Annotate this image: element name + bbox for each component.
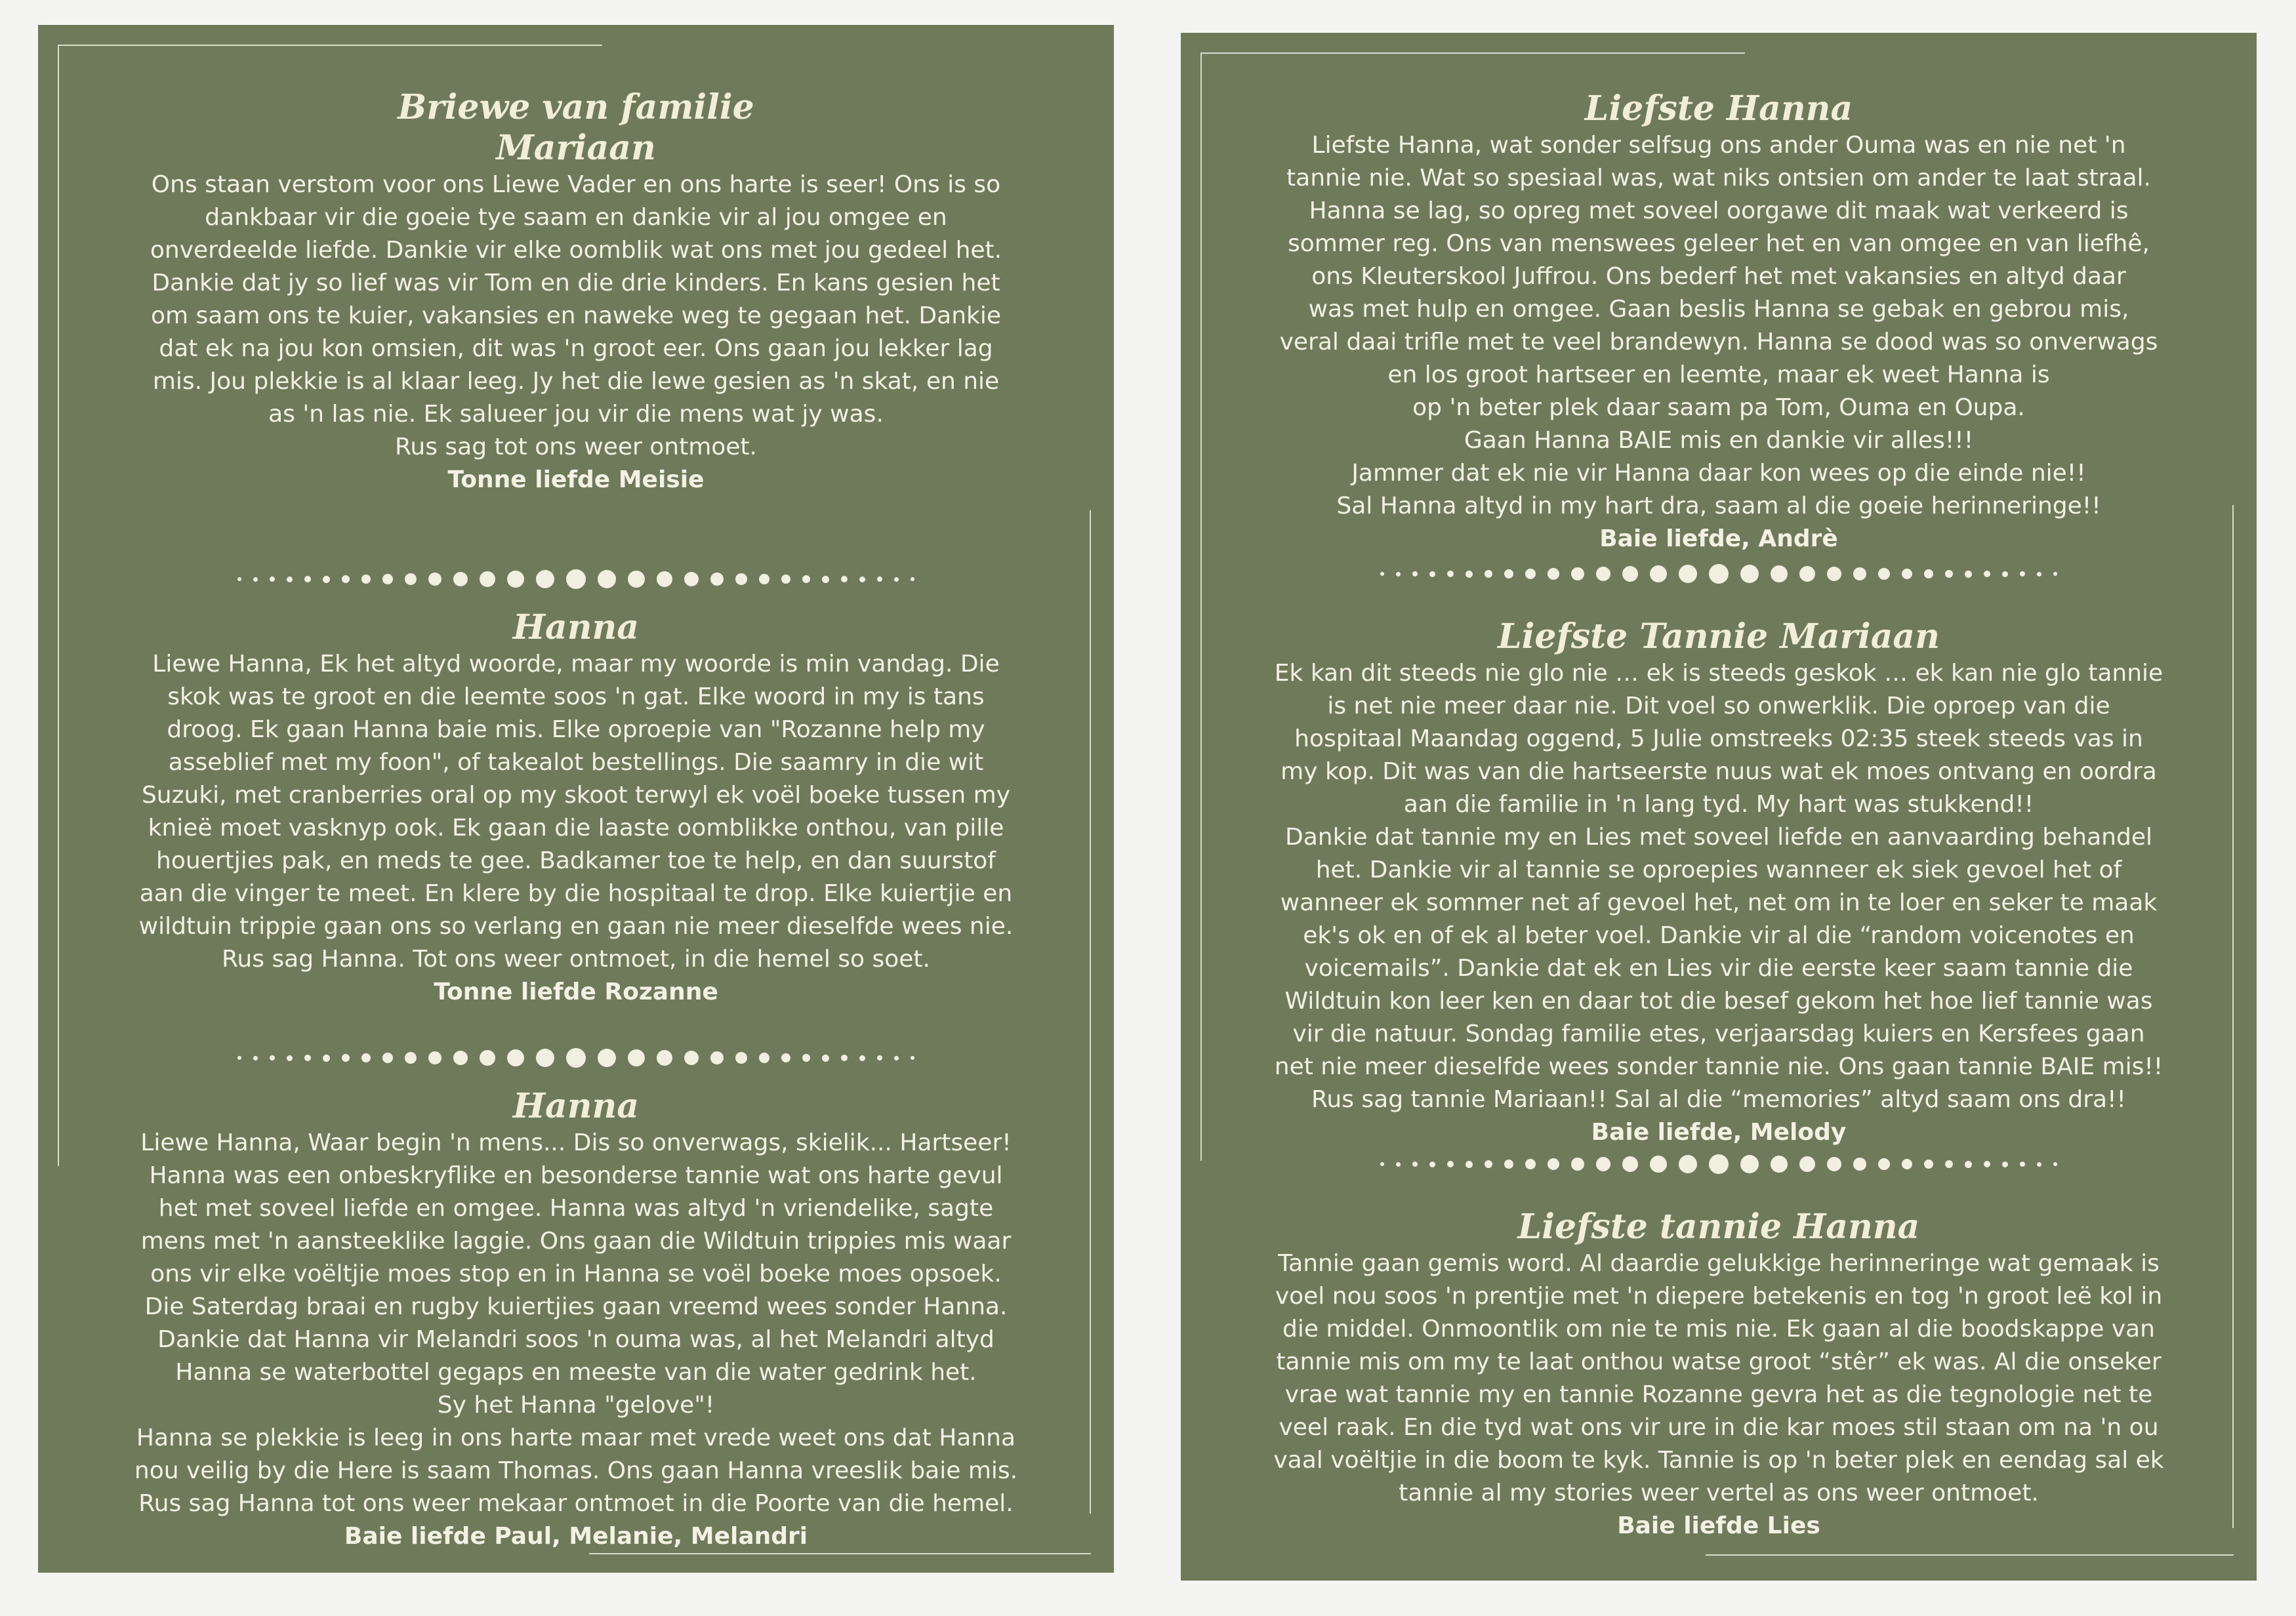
divider-dot [1504, 569, 1513, 578]
divider-dot [628, 571, 645, 588]
divider-dot [1650, 1156, 1667, 1173]
divider-dot [1525, 1159, 1536, 1169]
section-title: Briewe van familie [398, 87, 754, 127]
divider-dot [598, 1049, 616, 1067]
divider-dot [781, 575, 790, 584]
divider-dot [323, 576, 330, 583]
dot-divider [1253, 561, 2184, 587]
divider-dot [507, 571, 524, 588]
divider-dot [1396, 572, 1401, 576]
divider-dot [877, 576, 882, 582]
divider-dot [1571, 567, 1584, 580]
divider-dot [841, 1055, 848, 1061]
divider-dot [1412, 1162, 1418, 1167]
divider-dot [428, 573, 441, 586]
divider-dot [382, 1053, 393, 1063]
divider-dot [1548, 568, 1559, 580]
divider-dot [894, 1056, 899, 1060]
divider-dot [1380, 572, 1384, 576]
section-title: Hanna [512, 1086, 640, 1126]
divider-dot [361, 575, 371, 584]
letter-signature: Baie liefde, Andrè [1599, 525, 1838, 552]
divider-dot [323, 1055, 330, 1062]
letter-section [1253, 1207, 2184, 1543]
divider-dot [1878, 1158, 1890, 1170]
divider-dot [1622, 1156, 1638, 1172]
divider-dot [1827, 567, 1841, 581]
divider-dot [1429, 571, 1435, 577]
divider-dot [1412, 571, 1418, 576]
divider-dot [859, 1055, 865, 1061]
divider-dot [1902, 1159, 1912, 1169]
divider-dot [453, 572, 468, 586]
divider-dot [2002, 571, 2008, 577]
divider-dot [1525, 569, 1536, 579]
divider-dot [428, 1051, 441, 1064]
divider-dot [480, 571, 495, 587]
letter-signature: Tonne liefde Meisie [447, 466, 705, 493]
divider-dot [598, 570, 616, 588]
section-title: Hanna [512, 607, 640, 647]
divider-dot [342, 1054, 350, 1062]
divider-dot [536, 570, 554, 588]
divider-dot [2053, 572, 2057, 576]
divider-dot [1924, 1160, 1933, 1169]
divider-dot [237, 1056, 241, 1060]
divider-dot [1965, 571, 1972, 578]
divider-dot [361, 1053, 371, 1062]
divider-dot [566, 1048, 586, 1068]
divider-dot [507, 1049, 524, 1066]
letter-body: Ons staan verstom voor ons Liewe Vader en ons harte is seer! Ons is so dankbaar vir die goeie tye saam en dankie vir al jou omgee en onverdeelde liefde. Dankie vir elke oomblik wat ons met jou gedeel het. Dankie dat jy so lief was vir Tom en die drie kinders. En kans gesien het om saam ons te kuier, vakansies en naweke weg te gegaan het. Dankie dat ek na jou kon omsien, dit was 'n groot eer. Ons gaan jou lekker lag mis. Jou plekkie is al klaar leeg. Jy het die lewe gesien as 'n skat, en nie as 'n las nie. Ek salueer jou vir die mens wat jy was. Rus sag tot ons weer ontmoet. [150, 171, 1002, 460]
dot-divider [110, 566, 1042, 592]
letter-section [1253, 616, 2184, 1149]
divider-dot [287, 1055, 293, 1061]
divider-dot [287, 576, 293, 582]
section-title: Liefste Hanna [1584, 89, 1853, 129]
divider-dot [304, 576, 311, 582]
divider-dot [1679, 565, 1697, 583]
divider-dot [536, 1049, 554, 1067]
divider-dot [304, 1055, 311, 1061]
letter-body: Tannie gaan gemis word. Al daardie gelukkige herinneringe wat gemaak is voel nou soos 'n prentjie met 'n diepere betekenis en tog 'n groot leë kol in die middel. Onmoontlik om nie te mis nie. Ek gaan al die boodskappe van tannie mis om my te laat onthou watse groot “stêr” ek was. Al die onseker vrae wat tannie my en tannie Rozanne gevra het as die tegnologie net te veel raak. En die tyd wat ons vir ure in die kar moes stil staan om na 'n ou vaal voëltjie in die boom te kyk. Tannie is op 'n beter plek en eendag sal ek tannie al my stories weer vertel as ons weer ontmoet. [1273, 1250, 2164, 1506]
divider-dot [1799, 566, 1815, 582]
divider-dot [1650, 565, 1667, 582]
divider-dot [802, 575, 810, 583]
divider-dot [2037, 572, 2041, 576]
divider-dot [802, 1054, 810, 1062]
divider-dot [841, 576, 848, 582]
divider-dot [911, 577, 914, 581]
right-content [1253, 33, 2184, 1581]
divider-dot [1771, 565, 1788, 582]
divider-dot [894, 577, 899, 582]
divider-dot [1622, 566, 1638, 582]
divider-dot [342, 575, 350, 583]
section-subtitle: Mariaan [496, 128, 656, 168]
divider-dot [1965, 1161, 1972, 1168]
divider-dot [2020, 1162, 2025, 1167]
divider-dot [1466, 1161, 1473, 1168]
divider-dot [1709, 564, 1729, 584]
divider-dot [911, 1056, 914, 1060]
frame-line-right [1090, 510, 1091, 1514]
dot-divider [110, 1045, 1042, 1071]
divider-dot [270, 576, 275, 582]
divider-dot [1740, 1155, 1759, 1173]
divider-dot [1984, 1161, 1990, 1167]
divider-dot [1924, 569, 1933, 578]
divider-dot [1380, 1162, 1384, 1166]
divider-dot [710, 573, 724, 586]
divider-dot [1740, 565, 1759, 583]
section-title: Liefste tannie Hanna [1517, 1207, 1920, 1247]
letter-body: Liefste Hanna, wat sonder selfsug ons ander Ouma was en nie net 'n tannie nie. Wat so spesiaal was, wat niks ontsien om ander te laat straal. Hanna se lag, so opreg met soveel oorgawe dit maak wat verkeerd is sommer reg. Ons van menswees geleer het en van omgee en van liefhê, ons Kleuterskool Juffrou. Ons bederf het met vakansies en altyd daar was met hulp en omgee. Gaan beslis Hanna se gebak en gebrou mis, veral daai trifle met te veel brandewyn. Hanna se dood was so onverwags en los groot hartseer en leemte, maar ek weet Hanna is op 'n beter plek daar saam pa Tom, Ouma en Oupa. Gaan Hanna BAIE mis en dankie vir alles!!! Jammer dat ek nie vir Hanna daar kon wees op die einde nie!! Sal Hanna altyd in my hart dra, saam al die goeie herinneringe!! [1279, 132, 2158, 519]
section-title: Liefste Tannie Mariaan [1498, 616, 1940, 656]
divider-dot [735, 573, 747, 585]
divider-dot [566, 569, 586, 589]
letter-signature: Baie liefde, Melody [1591, 1119, 1847, 1146]
dot-divider [1253, 1151, 2184, 1177]
divider-dot [2037, 1162, 2041, 1167]
letter-body: Liewe Hanna, Ek het altyd woorde, maar my woorde is min vandag. Die skok was te groot en die leemte soos 'n gat. Elke woord in my is tans droog. Ek gaan Hanna baie mis. Elke oproepie van "Rozanne help my asseblief met my foon", of takealot bestellings. Die saamry in die wit Suzuki, met cranberries oral op my skoot terwyl ek voël boeke tussen my knieë moet vasknyp ook. Ek gaan die laaste oomblikke onthou, van pille houertjies pak, en meds te gee. Badkamer toe te help, en dan suurstof aan die vinger te meet. En klere by die hospitaal te drop. Elke kuiertjie en wildtuin trippie gaan ons so verlang en gaan nie meer dieselfde wees nie. Rus sag Hanna. Tot ons weer ontmoet, in die hemel so soet. [138, 651, 1014, 973]
frame-line-right [2232, 505, 2234, 1528]
divider-dot [1485, 570, 1492, 578]
frame-line-left [58, 45, 59, 1166]
divider-dot [237, 577, 241, 581]
frame-line-left [1200, 52, 1202, 1161]
divider-dot [1853, 1158, 1866, 1171]
divider-dot [1799, 1156, 1815, 1172]
divider-dot [1984, 571, 1990, 577]
divider-dot [1679, 1155, 1697, 1173]
left-content [110, 25, 1042, 1573]
divider-dot [781, 1053, 790, 1062]
divider-dot [253, 1056, 258, 1060]
divider-dot [877, 1055, 882, 1060]
divider-dot [405, 573, 417, 585]
divider-dot [1504, 1160, 1513, 1169]
divider-dot [1853, 567, 1866, 580]
divider-dot [859, 576, 865, 582]
divider-dot [1485, 1160, 1492, 1168]
divider-dot [2053, 1162, 2057, 1166]
divider-dot [822, 576, 829, 583]
divider-dot [1945, 1160, 1953, 1168]
divider-dot [735, 1052, 747, 1064]
divider-dot [253, 577, 258, 582]
letter-body: Liewe Hanna, Waar begin 'n mens... Dis so onverwags, skielik... Hartseer! Hanna was een onbeskryflike en besonderse tannie wat ons harte gevul het met soveel liefde en omgee. Hanna was altyd 'n vriendelike, sagte mens met 'n aansteeklike laggie. Ons gaan die Wildtuin trippies mis waar ons vir elke voëltjie moes stop en in Hanna se voël boeke moes opsoek. Die Saterdag braai en rugby kuiertjies gaan vreemd wees sonder Hanna. Dankie dat Hanna vir Melandri soos 'n ouma was, al het Melandri altyd Hanna se waterbottel gegaps en meeste van die water gedrink het. Sy het Hanna "gelove"! Hanna se plekkie is leeg in ons harte maar met vrede weet ons dat Hanna nou veilig by die Here is saam Thomas. Ons gaan Hanna vreeslik baie mis. Rus sag Hanna tot ons weer mekaar ontmoet in die Poorte van die hemel. [134, 1129, 1018, 1517]
letter-signature: Tonne liefde Rozanne [434, 979, 718, 1005]
divider-dot [1548, 1158, 1559, 1170]
right-page [1181, 33, 2257, 1581]
divider-dot [1571, 1158, 1584, 1171]
divider-dot [1596, 567, 1610, 581]
divider-dot [2002, 1162, 2008, 1167]
divider-dot [1902, 569, 1912, 579]
divider-dot [657, 1050, 672, 1066]
divider-dot [2020, 571, 2025, 576]
letter-section [110, 1086, 1042, 1553]
divider-dot [1827, 1157, 1841, 1171]
divider-dot [1396, 1162, 1401, 1167]
divider-dot [759, 1053, 769, 1063]
letter-section [110, 87, 1042, 496]
divider-dot [628, 1049, 645, 1066]
divider-dot [759, 574, 769, 584]
divider-dot [822, 1055, 829, 1062]
divider-dot [1945, 570, 1953, 578]
divider-dot [710, 1051, 724, 1064]
divider-dot [1466, 571, 1473, 578]
divider-dot [1447, 571, 1454, 577]
divider-dot [657, 571, 672, 587]
left-page [38, 25, 1114, 1573]
letter-signature: Baie liefde Paul, Melanie, Melandri [344, 1523, 808, 1550]
divider-dot [382, 574, 393, 584]
divider-dot [1596, 1157, 1610, 1171]
letter-section [1253, 89, 2184, 556]
letter-signature: Baie liefde Lies [1617, 1512, 1820, 1539]
letter-body: Ek kan dit steeds nie glo nie … ek is steeds geskok … ek kan nie glo tannie is net nie meer daar nie. Dit voel so onwerklik. Die oproep van die hospitaal Maandag oggend, 5 Julie omstreeks 02:35 steek steeds vas in my kop. Dit was van die hartseerste nuus wat ek moes ontvang en oordra aan die familie in 'n lang tyd. My hart was stukkend!! Dankie dat tannie my en Lies met soveel liefde en aanvaarding behandel het. Dankie vir al tannie se oproepies wanneer ek siek gevoel het of wanneer ek sommer net af gevoel het, net om in te loer en seker te maak ek's ok en of ek al beter voel. Dankie vir al die “random voicenotes en voicemails”. Dankie dat ek en Lies vir die eerste keer saam tannie die Wildtuin kon leer ken en daar tot die besef gekom het hoe lief tannie was vir die natuur. Sondag familie etes, verjaarsdag kuiers en Kersfees gaan net nie meer dieselfde wees sonder tannie nie. Ons gaan tannie BAIE mis!! Rus sag tannie Mariaan!! Sal al die “memories” altyd saam ons dra!! [1274, 660, 2163, 1113]
divider-dot [1709, 1154, 1729, 1174]
divider-dot [453, 1051, 468, 1065]
divider-dot [1878, 568, 1890, 580]
divider-dot [1771, 1156, 1788, 1173]
divider-dot [1447, 1161, 1454, 1167]
divider-dot [405, 1052, 417, 1064]
divider-dot [270, 1055, 275, 1060]
divider-dot [480, 1050, 495, 1066]
divider-dot [684, 1051, 699, 1065]
letter-section [110, 607, 1042, 1009]
divider-dot [1429, 1162, 1435, 1167]
divider-dot [684, 572, 699, 586]
